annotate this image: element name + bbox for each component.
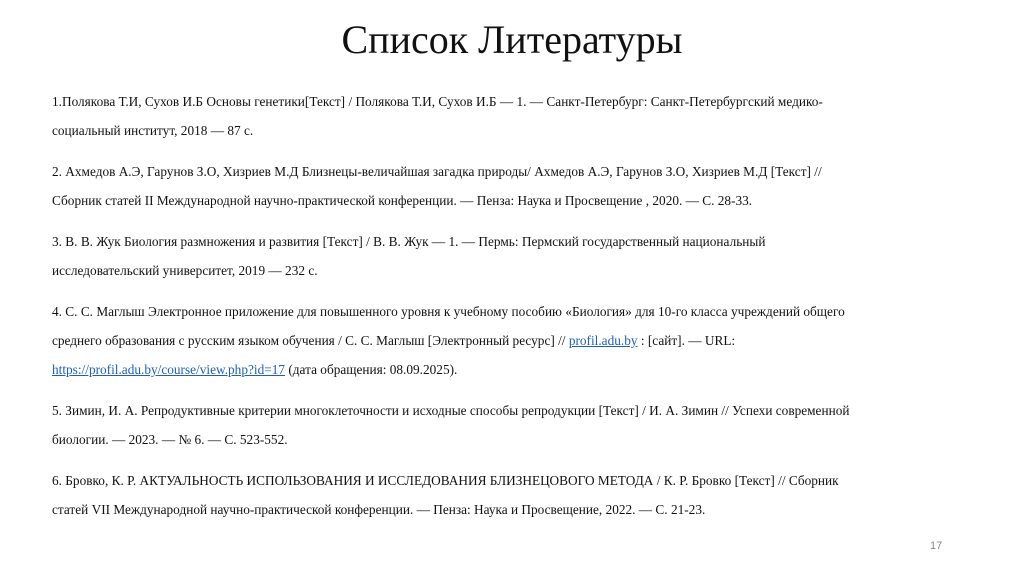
reference-item-5 [52,399,992,457]
reference-line: 1.Полякова Т.И, Сухов И.Б Основы генетики[Текст] / Полякова Т.И, Сухов И.Б — 1. — Санкт-Петербург: Санкт-Петербургский медико- [52,94,823,109]
slide-title: Список Литературы [341,17,683,62]
reference-line: Сборник статей II Международной научно-практической конференции. — Пенза: Наука и Просвещение , 2020. — С. 28-33. [52,193,753,208]
reference-text: среднего образования с русским языком обучения / С. С. Маглыш [Электронный ресурс] // [52,333,569,348]
reference-line: 4. С. С. Маглыш Электронное приложение для повышенного уровня к учебному пособию «Биология» для 10-го класса учреждений общего [52,304,845,319]
site-link[interactable]: profil.adu.by [568,333,638,348]
reference-text: : [сайт]. — URL: [637,333,736,348]
page-number: 17 [930,540,943,552]
reference-line [52,329,992,358]
url-link[interactable]: https://profil.adu.by/course/view.php?id=17 [52,362,286,377]
reference-item-3 [52,230,992,288]
reference-line: статей VII Международной научно-практической конференции. — Пенза: Наука и Просвещение, 2022. — С. 21-23. [52,502,706,517]
reference-item-1 [52,90,992,148]
reference-line: 3. В. В. Жук Биология размножения и развития [Текст] / В. В. Жук — 1. — Пермь: Пермский государственный национальный [52,234,766,249]
reference-item-6 [52,469,992,527]
reference-item-4 [52,300,992,387]
reference-line: биологии. — 2023. — № 6. — С. 523-552. [52,432,288,447]
reference-line: 6. Бровко, К. Р. АКТУАЛЬНОСТЬ ИСПОЛЬЗОВАНИЯ И ИССЛЕДОВАНИЯ БЛИЗНЕЦОВОГО МЕТОДА / К. Р. Бровко [Текст] // Сборник [52,473,839,488]
reference-line: 2. Ахмедов А.Э, Гарунов З.О, Хизриев М.Д Близнецы-величайшая загадка природы/ Ахмедов А.Э, Гарунов З.О, Хизриев М.Д [Текст] // [52,164,822,179]
reference-line: исследовательский университет, 2019 — 232 с. [52,263,318,278]
reference-item-2 [52,160,992,218]
reference-line: социальный институт, 2018 — 87 с. [52,123,254,138]
reference-line [52,358,992,387]
reference-line: 5. Зимин, И. А. Репродуктивные критерии многоклеточности и исходные способы репродукции [Текст] / И. А. Зимин // Успехи современной [52,403,850,418]
reference-text: (дата обращения: 08.09.2025). [285,362,458,377]
reference-list [52,90,992,539]
